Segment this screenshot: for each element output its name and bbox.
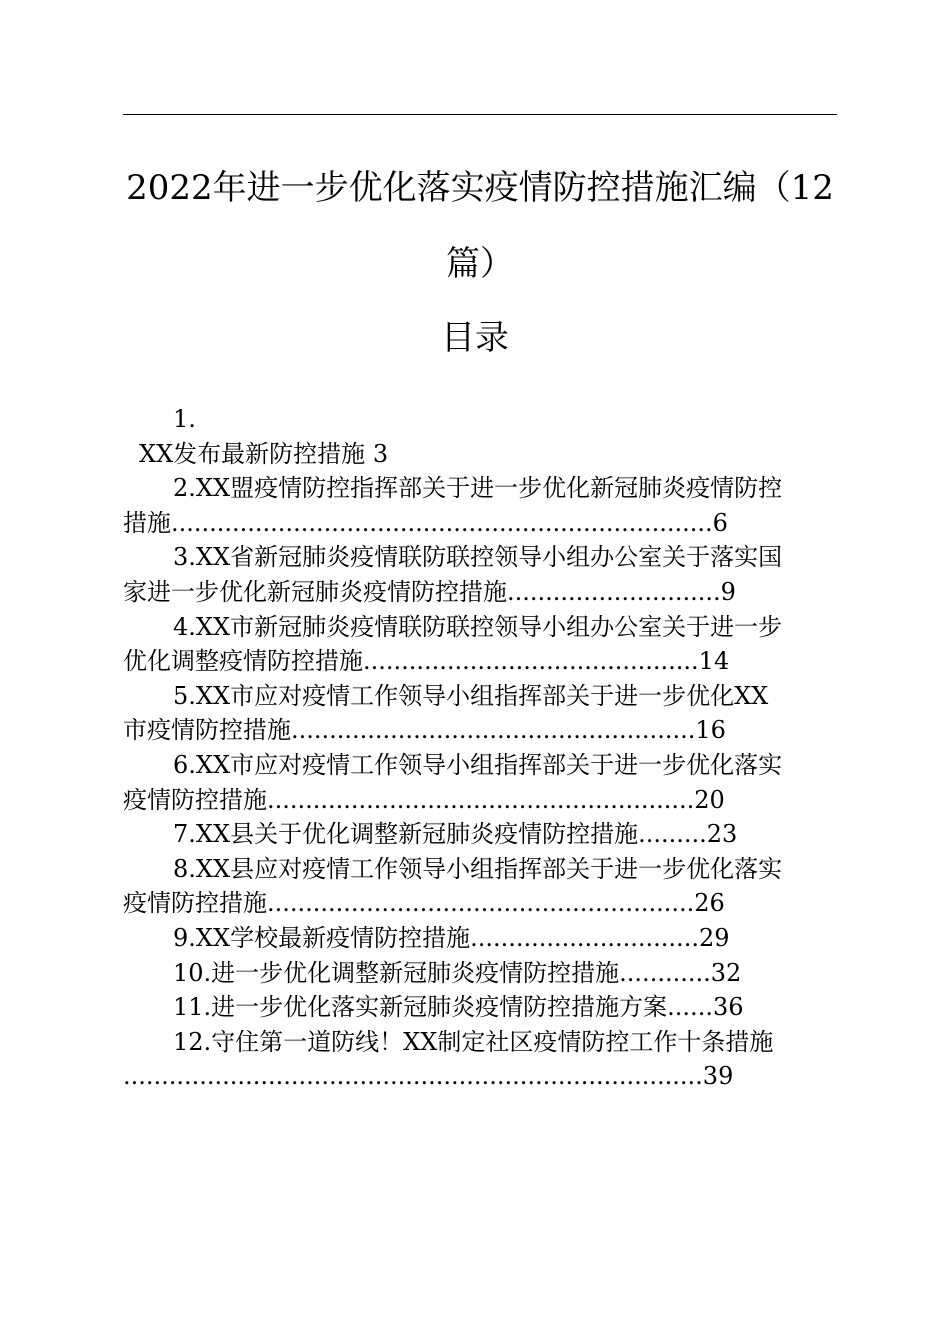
toc-leader-dots: ........................................................ [267, 889, 695, 918]
toc-entry-3[interactable] [123, 540, 837, 609]
toc-entry-7[interactable] [123, 817, 837, 852]
toc-entry-number: 7. [173, 820, 196, 849]
toc-entry-10[interactable] [123, 956, 837, 991]
toc-entry-8[interactable] [123, 852, 837, 921]
document-title: 2022年进一步优化落实疫情防控措施汇编（12篇） [126, 168, 834, 284]
toc-entry-page: 36 [712, 993, 744, 1022]
toc-entry-number: 3. [173, 543, 196, 572]
toc-entry-11[interactable] [123, 990, 837, 1025]
toc-entry-number: 4. [173, 612, 196, 641]
toc-entry-text: 进一步优化落实新冠肺炎疫情防控措施方案 [211, 993, 668, 1022]
toc-entry-text-continued: 家进一步优化新冠肺炎疫情防控措施 [123, 577, 507, 606]
toc-entry-page: 20 [694, 785, 725, 814]
toc-entry-text: XX市应对疫情工作领导小组指挥部关于进一步优化落实 [195, 750, 783, 779]
toc-entry-4[interactable] [123, 610, 837, 679]
toc-entry-9[interactable] [123, 921, 837, 956]
toc-entry-number: 2. [173, 474, 196, 503]
toc-entry-page: 6 [712, 508, 728, 537]
toc-leader-dots: .............................. [470, 923, 699, 952]
toc-entry-number: 6. [173, 750, 196, 779]
toc-entry-page: 39 [702, 1062, 734, 1091]
toc-leader-dots: ....................................................................... [171, 508, 713, 537]
toc-entry-text: 守住第一道防线！XX制定社区疫情防控工作十条措施 [211, 1027, 774, 1056]
toc-entry-page: 23 [706, 820, 738, 849]
toc-entry-text: XX县应对疫情工作领导小组指挥部关于进一步优化落实 [195, 854, 783, 883]
toc-entry-text: XX省新冠肺炎疫情联防联控领导小组办公室关于落实国 [195, 543, 783, 572]
toc-entry-5[interactable] [123, 679, 837, 748]
toc-entry-text: 进一步优化调整新冠肺炎疫情防控措施 [211, 958, 620, 987]
toc-entry-page: 29 [698, 923, 730, 952]
toc-leader-dots: ............................................................................ [123, 1062, 703, 1091]
toc-entry-text: XX学校最新疫情防控措施 [195, 923, 471, 952]
toc-entry-text: XX市应对疫情工作领导小组指挥部关于进一步优化XX [195, 681, 769, 710]
toc-entry-text-continued: 疫情防控措施 [123, 889, 267, 918]
toc-entry-number: 11. [173, 993, 212, 1022]
toc-entry-text: XX县关于优化调整新冠肺炎疫情防控措施 [195, 820, 639, 849]
toc-entry-page: 32 [710, 958, 742, 987]
toc-leader-dots: ..................................................... [291, 716, 696, 745]
toc-entry-1[interactable] [123, 402, 837, 471]
toc-entry-number: 8. [173, 854, 196, 883]
toc-entry-number: 5. [173, 681, 196, 710]
toc-entry-number: 12. [173, 1027, 212, 1056]
toc-leader-dots: ........................................................ [267, 785, 695, 814]
toc-entry-page: 14 [698, 647, 730, 676]
toc-entry-12[interactable] [123, 1025, 837, 1094]
toc-entry-text: XX市新冠肺炎疫情联防联控领导小组办公室关于进一步 [195, 612, 783, 641]
toc-entry-page: 9 [720, 577, 736, 606]
toc-entry-6[interactable] [123, 748, 837, 817]
toc-entry-page: 16 [695, 716, 726, 745]
toc-entry-number: 10. [173, 958, 212, 987]
toc-entry-text: XX发布最新防控措施 [139, 439, 366, 468]
toc-entry-text-continued: 措施 [123, 508, 171, 537]
toc-heading: 目录 [441, 318, 509, 358]
toc-entry-text-continued: 优化调整疫情防控措施 [123, 647, 363, 676]
header-rule [123, 114, 837, 115]
toc-entry-text: XX盟疫情防控指挥部关于进一步优化新冠肺炎疫情防控 [195, 474, 783, 503]
toc-entry-page: 26 [694, 889, 725, 918]
toc-entry-number: 9. [173, 923, 196, 952]
toc-leader-dots: ...... [667, 993, 713, 1022]
toc-leader-dots: ............ [619, 958, 711, 987]
toc-entry-text-continued: 市疫情防控措施 [123, 716, 291, 745]
toc-entry-number: 1. [173, 405, 196, 433]
toc-leader-dots: ............................................ [363, 647, 699, 676]
toc-entry-page: 3 [372, 439, 389, 468]
table-of-contents [123, 402, 837, 1094]
toc-leader-dots: ............................ [507, 577, 721, 606]
toc-leader-dots: ......... [638, 820, 707, 849]
toc-entry-2[interactable] [123, 471, 837, 540]
toc-entry-text-continued: 疫情防控措施 [123, 785, 267, 814]
